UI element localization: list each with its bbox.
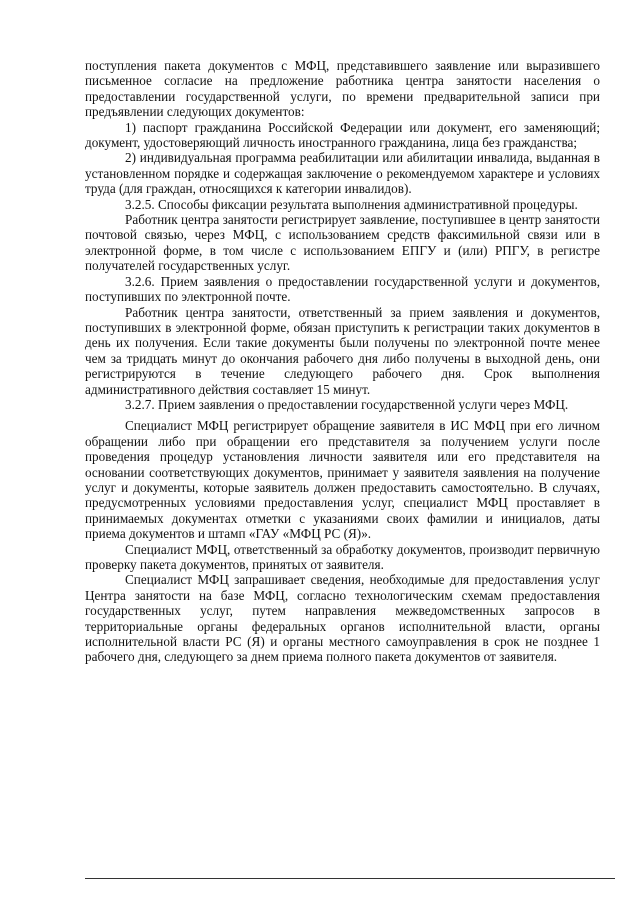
paragraph-mfc-requests: Специалист МФЦ запрашивает сведения, необходимые для предоставления услуг Центра занятости на базе МФЦ, согласно технологическим схемам предоставления государственных услуг, путем направления межведомственных запросов в территориальные органы федеральных органов исполнительной власти, органы исполнительной власти РС (Я) и органы местного самоуправления в срок не позднее 1 рабочего дня, следующего за днем приема полного пакета документов от заявителя. [85, 572, 600, 665]
footer-rule [85, 878, 615, 879]
section-heading-3-2-6: 3.2.6. Прием заявления о предоставлении государственной услуги и документов, поступивших по электронной почте. [85, 273, 600, 305]
paragraph-continuation: поступления пакета документов с МФЦ, представившего заявление или выразившего письменное согласие на предложение работника центра занятости населения о предоставлении государственной услуги, по времени предварительной записи при предъявлении следующих документов: [85, 58, 600, 120]
paragraph-electronic-documents: Работник центра занятости, ответственный за прием заявления и документов, поступивших в электронной форме, обязан приступить к регистрации таких документов в день их получения. Если такие документы были получены по электронной почте менее чем за тридцать минут до окончания рабочего дня либо получены в выходной день, они регистрируются в течение следующего рабочего дня. Срок выполнения административного действия составляет 15 минут. [85, 304, 600, 397]
paragraph-list-item-1: 1) паспорт гражданина Российской Федерации или документ, его заменяющий; документ, удостоверяющий личность иностранного гражданина, лица без гражданства; [85, 119, 600, 151]
paragraph-mfc-registration: Специалист МФЦ регистрирует обращение заявителя в ИС МФЦ при его личном обращении либо при обращении его представителя за получением услуги после проведения процедур установления личности заявителя или его представителя на основании соответствующих документов, принимает у заявителя заявления на получение услуг и документы, которые заявитель должен предоставить самостоятельно. В случаях, предусмотренных условиями предоставления услуг, специалист МФЦ проставляет в принимаемых документах отметки с указаниями своих фамилии и инициалов, даты приема документов и штамп «ГАУ «МФЦ РС (Я)». [85, 418, 600, 542]
document-body [85, 58, 600, 665]
section-heading-3-2-5: 3.2.5. Способы фиксации результата выполнения административной процедуры. [125, 196, 578, 212]
paragraph-mfc-check: Специалист МФЦ, ответственный за обработку документов, производит первичную проверку пакета документов, принятых от заявителя. [85, 541, 600, 572]
section-heading-3-2-7: 3.2.7. Прием заявления о предоставлении государственной услуги через МФЦ. [125, 396, 569, 412]
paragraph-registration: Работник центра занятости регистрирует заявление, поступившее в центр занятости почтовой связью, через МФЦ, с использованием средств факсимильной связи или в электронной форме, в том числе с использованием ЕПГУ и (или) РПГУ, в регистре получателей государственных услуг. [85, 212, 600, 274]
paragraph-list-item-2: 2) индивидуальная программа реабилитации или абилитации инвалида, выданная в установленном порядке и содержащая заключение о рекомендуемом характере и условиях труда (для граждан, относящихся к категории инвалидов). [85, 150, 600, 197]
